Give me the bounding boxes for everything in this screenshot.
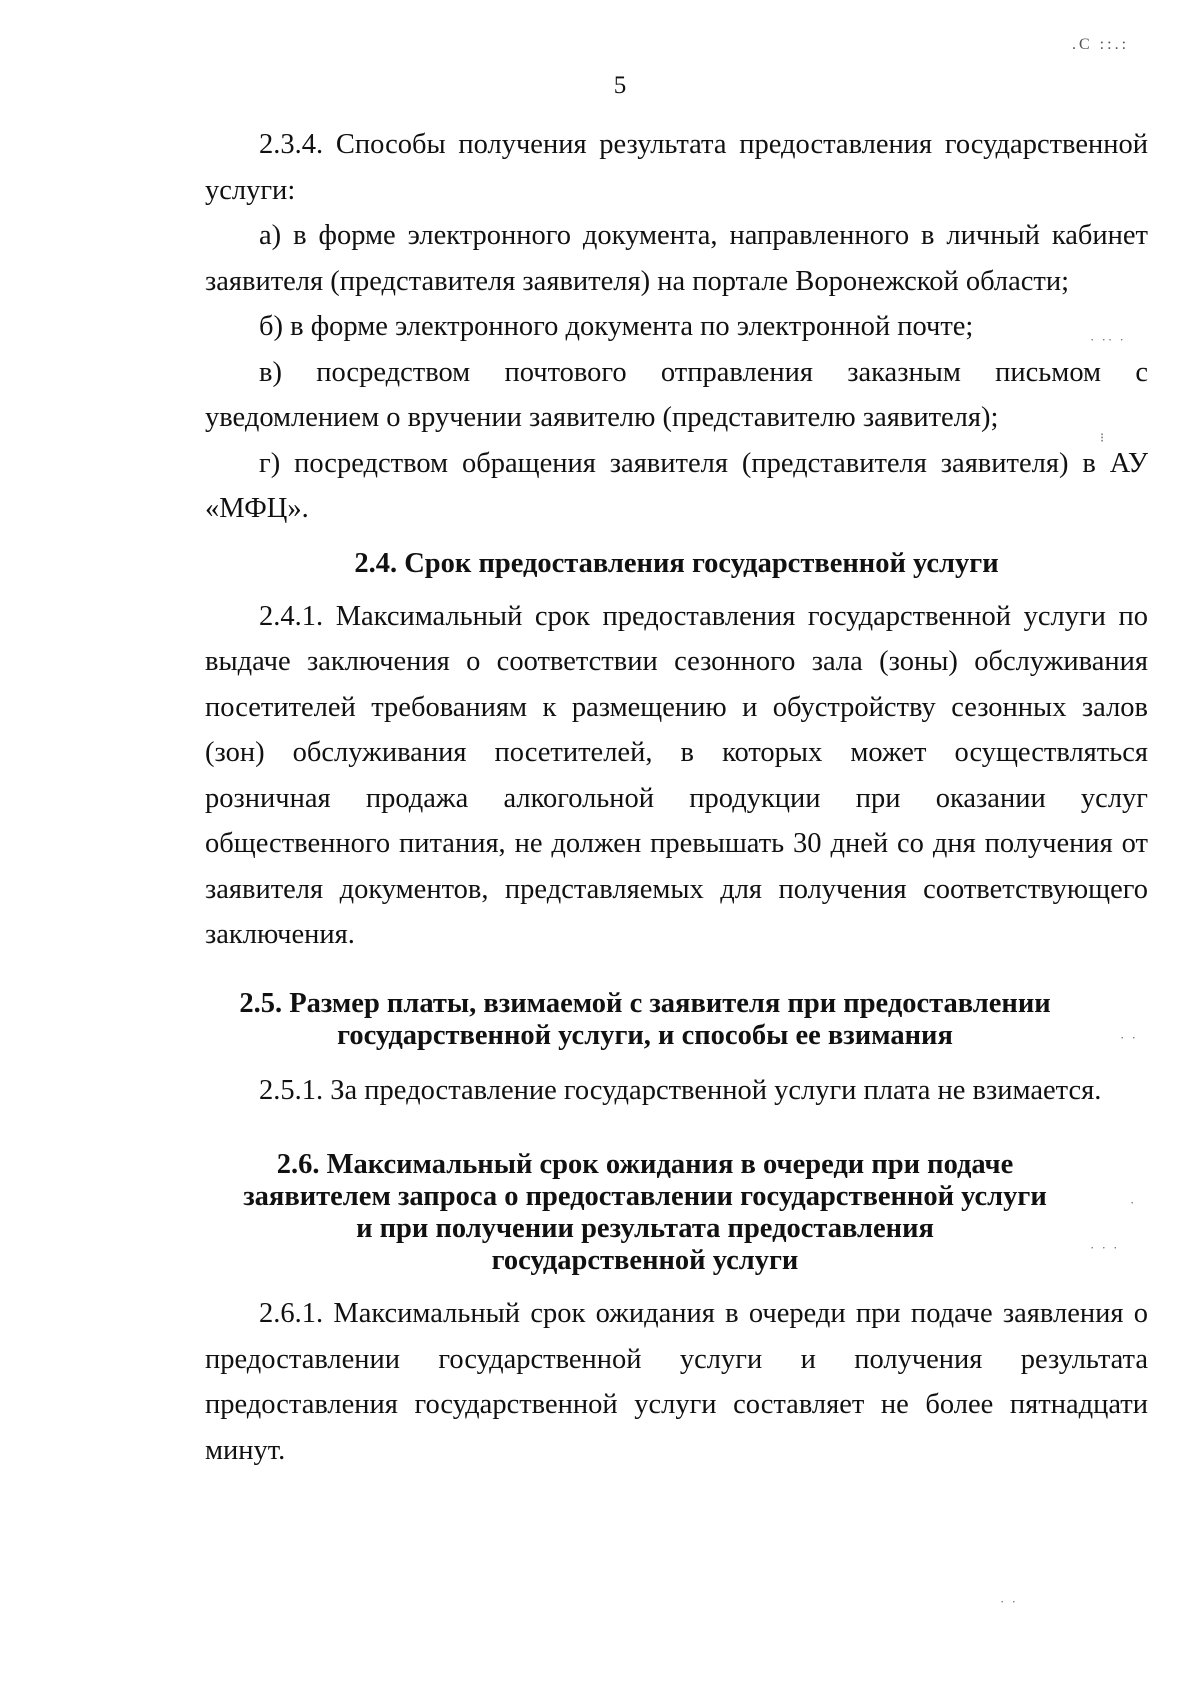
scan-artifact-right-3: · bbox=[1130, 1195, 1137, 1210]
heading-2-6-line-1: 2.6. Максимальный срок ожидания в очереди при подаче bbox=[276, 1149, 1014, 1180]
scan-artifact-top-right: · ·· · bbox=[1090, 332, 1126, 347]
paragraph-2-3-4: 2.3.4. Способы получения результата предоставления государственной услуги: bbox=[205, 129, 1148, 206]
list-item-v: в) посредством почтового отправления заказным письмом с уведомлением о вручении заявителю (представителю заявителя); bbox=[205, 356, 1148, 433]
scan-artifact-bottom: · · bbox=[1000, 1594, 1018, 1609]
scan-artifact-right-2: · · bbox=[1120, 1030, 1138, 1045]
heading-2-5 bbox=[205, 988, 1085, 1052]
heading-2-5-line-2: государственной услуги, и способы ее взимания bbox=[337, 1019, 953, 1051]
heading-2-6-line-2: заявителем запроса о предоставлении государственной услуги bbox=[243, 1181, 1047, 1212]
paragraph-2-6-1: 2.6.1. Максимальный срок ожидания в очереди при подаче заявления о предоставлении государственной услуги и получения результата предоставления государственной услуги составляет не более пятнадцати минут. bbox=[205, 1298, 1148, 1466]
list-item-g: г) посредством обращения заявителя (представителя заявителя) в АУ «МФЦ». bbox=[205, 447, 1148, 524]
paragraph-2-5-1: 2.5.1. За предоставление государственной услуги плата не взимается. bbox=[259, 1074, 1102, 1106]
heading-2-6-line-4: государственной услуги bbox=[491, 1245, 799, 1276]
scan-artifact-right-1: ⁝ bbox=[1100, 430, 1107, 445]
list-item-b: б) в форме электронного документа по электронной почте; bbox=[259, 311, 974, 342]
scan-artifact-right-4: · · · bbox=[1090, 1240, 1120, 1255]
paragraph-2-4-1: 2.4.1. Максимальный срок предоставления государственной услуги по выдаче заключения о соответствии сезонного зала (зоны) обслуживания посетителей требованиям к размещению и обустройству сезонных залов (зон) обслуживания посетителей, в которых может осуществляться розничная продажа алкогольной продукции при оказании услуг общественного питания, не должен превышать 30 дней со дня получения от заявителя документов, представляемых для получения соответствующего заключения. bbox=[205, 600, 1148, 950]
heading-2-5-line-1: 2.5. Размер платы, взимаемой с заявителя при предоставлении bbox=[239, 987, 1051, 1019]
page-number: 5 bbox=[613, 72, 627, 99]
list-item-a: а) в форме электронного документа, направленного в личный кабинет заявителя (представителя заявителя) на портале Воронежской области; bbox=[205, 220, 1148, 297]
heading-2-6 bbox=[205, 1149, 1085, 1277]
heading-2-6-line-3: и при получении результата предоставления bbox=[356, 1213, 934, 1244]
document-body bbox=[205, 122, 1148, 1473]
heading-2-4: 2.4. Срок предоставления государственной услуги bbox=[354, 547, 999, 579]
corner-mark: .С ::.: bbox=[1072, 36, 1130, 53]
